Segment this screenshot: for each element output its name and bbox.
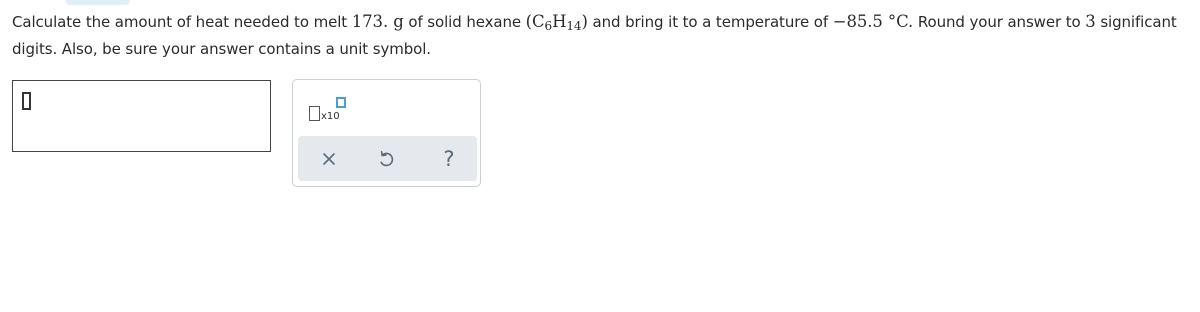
- answer-input[interactable]: [12, 80, 271, 152]
- mass-value: 173. g: [351, 12, 404, 31]
- action-bar: [298, 136, 477, 181]
- formula-subscript-hydrogen: 14: [566, 19, 582, 33]
- question-part-5: significant digits. Also, be sure your answer contains a unit symbol.: [12, 13, 1177, 58]
- temperature-value: −85.5 °C.: [832, 12, 914, 31]
- question-part-1: Calculate the amount of heat needed to melt: [12, 13, 352, 31]
- formula-open: (C: [525, 12, 545, 31]
- question-part-3: and bring it to a temperature of: [587, 13, 833, 31]
- undo-icon: [377, 150, 395, 168]
- clear-button[interactable]: [314, 144, 344, 174]
- question-mark-icon: ?: [443, 146, 455, 171]
- question-text: [12, 8, 1192, 63]
- scientific-notation-button[interactable]: [309, 97, 349, 123]
- mantissa-box: [309, 106, 320, 121]
- x-icon: [322, 152, 336, 166]
- sig-figs-value: 3: [1085, 12, 1096, 31]
- chemical-formula: [526, 12, 588, 31]
- top-tab-indicator: [66, 0, 130, 5]
- exponent-box: [336, 97, 346, 108]
- formula-hydrogen: H: [552, 12, 567, 31]
- formula-subscript-carbon: 6: [544, 19, 553, 33]
- math-tool-panel: [292, 79, 481, 187]
- x10-label: x10: [321, 111, 340, 122]
- formula-close: ): [581, 12, 588, 31]
- help-button[interactable]: [434, 144, 464, 174]
- input-placeholder-box: [22, 92, 31, 110]
- question-part-2: of solid hexane: [403, 13, 526, 31]
- undo-button[interactable]: [371, 144, 401, 174]
- question-part-4: Round your answer to: [913, 13, 1086, 31]
